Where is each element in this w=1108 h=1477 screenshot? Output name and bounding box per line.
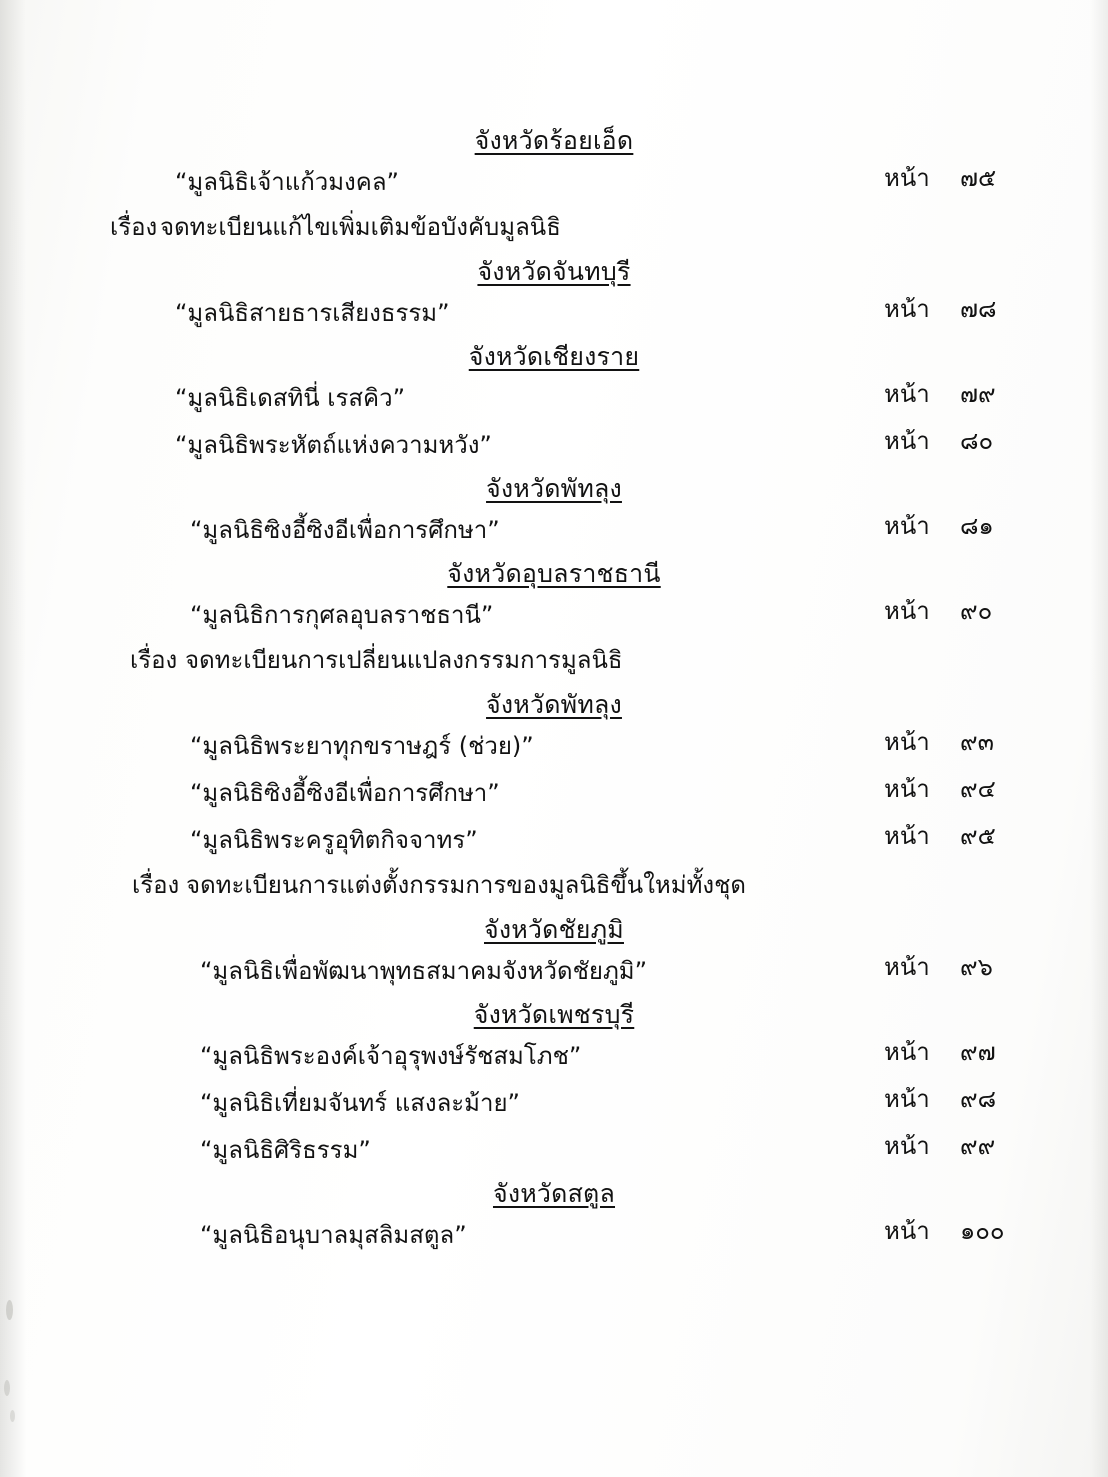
- scan-speck: [10, 1410, 15, 1422]
- subject-line: [0, 205, 1108, 251]
- subject-line: [0, 638, 1108, 684]
- page-number: ๘๐: [960, 427, 994, 455]
- subject-text: จดทะเบียนการแต่งตั้งกรรมการของมูลนิธิขึ้นใหม่ทั้งชุด: [186, 871, 746, 899]
- toc-body: [0, 120, 1108, 1258]
- entry-title: “มูลนิธิสายธารเสียงธรรม”: [175, 299, 450, 327]
- entry-title: “มูลนิธิศิริธรรม”: [200, 1136, 371, 1164]
- province-heading: จังหวัดอุบลราชธานี: [447, 559, 661, 588]
- page-number: ๗๘: [960, 295, 997, 323]
- entry-title: “มูลนิธิอนุบาลมุสลิมสตูล”: [200, 1221, 467, 1249]
- toc-entry: [0, 1079, 1108, 1126]
- page-number: ๙๗: [960, 1038, 996, 1066]
- scan-speck: [6, 1300, 13, 1320]
- page-number: ๙๘: [960, 1085, 997, 1113]
- entry-title: “มูลนิธิซิงอี้ซิงอีเพื่อการศึกษา”: [190, 779, 500, 807]
- subject-keyword: เรื่อง: [130, 646, 178, 674]
- page-label: หน้า: [884, 512, 930, 540]
- toc-entry: [0, 158, 1108, 205]
- subject-text: จดทะเบียนแก้ไขเพิ่มเติมข้อบังคับมูลนิธิ: [160, 213, 561, 241]
- subject-keyword: เรื่อง: [132, 871, 180, 899]
- page-label: หน้า: [884, 295, 930, 323]
- subject-text: จดทะเบียนการเปลี่ยนแปลงกรรมการมูลนิธิ: [185, 646, 623, 674]
- page-label: หน้า: [884, 1085, 930, 1113]
- toc-entry: [0, 816, 1108, 863]
- page-label: หน้า: [884, 597, 930, 625]
- page-number: ๙๔: [960, 775, 996, 803]
- toc-entry: [0, 506, 1108, 553]
- entry-title: “มูลนิธิพระครูอุทิตกิจจาทร”: [190, 826, 478, 854]
- entry-title: “มูลนิธิเดสทินี่ เรสคิว”: [175, 384, 406, 412]
- province-heading: จังหวัดจันทบุรี: [477, 257, 631, 286]
- page-label: หน้า: [884, 1038, 930, 1066]
- toc-entry: [0, 289, 1108, 336]
- entry-title: “มูลนิธิพระหัตถ์แห่งความหวัง”: [175, 431, 492, 459]
- page-label: หน้า: [884, 775, 930, 803]
- page-number: ๙๕: [960, 822, 996, 850]
- page-label: หน้า: [884, 380, 930, 408]
- page-number: ๗๙: [960, 380, 996, 408]
- province-heading: จังหวัดชัยภูมิ: [484, 915, 624, 944]
- toc-entry: [0, 591, 1108, 638]
- entry-title: “มูลนิธิเจ้าแก้วมงคล”: [175, 168, 399, 196]
- toc-entry: [0, 722, 1108, 769]
- province-heading: จังหวัดสตูล: [492, 1179, 616, 1208]
- page-number: ๙๖: [960, 953, 993, 981]
- page-label: หน้า: [884, 427, 930, 455]
- page-number: ๙๐: [960, 597, 993, 625]
- scan-speck: [4, 1380, 10, 1396]
- province-heading: จังหวัดเชียงราย: [468, 342, 640, 371]
- toc-entry: [0, 421, 1108, 468]
- entry-title: “มูลนิธิเพื่อพัฒนาพุทธสมาคมจังหวัดชัยภูมิ”: [200, 957, 648, 985]
- subject-keyword: เรื่อง: [110, 213, 158, 241]
- toc-entry: [0, 1211, 1108, 1258]
- entry-title: “มูลนิธิพระยาทุกขราษฎร์ (ช่วย)”: [190, 732, 534, 760]
- province-heading: จังหวัดพัทลุง: [486, 690, 622, 719]
- entry-title: “มูลนิธิการกุศลอุบลราชธานี”: [190, 601, 494, 629]
- toc-entry: [0, 374, 1108, 421]
- page-number: ๑๐๐: [960, 1217, 1005, 1245]
- entry-title: “มูลนิธิเที่ยมจันทร์ แสงละม้าย”: [200, 1089, 520, 1117]
- toc-entry: [0, 947, 1108, 994]
- page-label: หน้า: [884, 822, 930, 850]
- province-heading: จังหวัดพัทลุง: [486, 474, 622, 503]
- toc-entry: [0, 769, 1108, 816]
- page-label: หน้า: [884, 1217, 930, 1245]
- subject-line: [0, 863, 1108, 909]
- page-label: หน้า: [884, 1132, 930, 1160]
- province-heading: จังหวัดร้อยเอ็ด: [474, 126, 634, 155]
- page-number: ๙๓: [960, 728, 994, 756]
- toc-entry: [0, 1032, 1108, 1079]
- page-label: หน้า: [884, 728, 930, 756]
- page-number: ๙๙: [960, 1132, 996, 1160]
- page-label: หน้า: [884, 953, 930, 981]
- entry-title: “มูลนิธิซิงอี้ซิงอีเพื่อการศึกษา”: [190, 516, 500, 544]
- entry-title: “มูลนิธิพระองค์เจ้าอุรุพงษ์รัชสมโภช”: [200, 1042, 582, 1070]
- page-number: ๗๕: [960, 164, 997, 192]
- page-label: หน้า: [884, 164, 930, 192]
- page-number: ๘๑: [960, 512, 994, 540]
- province-heading: จังหวัดเพชรบุรี: [473, 1000, 635, 1029]
- toc-entry: [0, 1126, 1108, 1173]
